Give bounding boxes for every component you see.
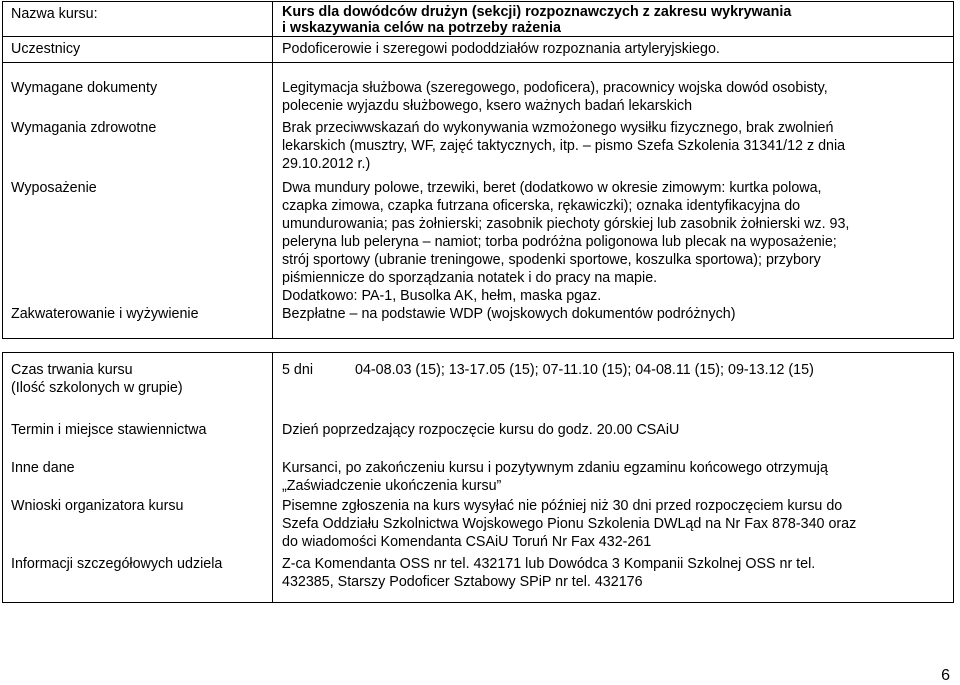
equipment-line-4: peleryna lub peleryna – namiot; torba podróżna poligonowa lub plecak na wyposażenie; xyxy=(282,234,837,250)
health-line-3: 29.10.2012 r.) xyxy=(282,156,371,172)
requirements-values-cell xyxy=(273,63,954,339)
equipment-label: Wyposażenie xyxy=(11,180,97,196)
equipment-line-6: piśmiennicze do sporządzania notatek i do pracy na mapie. xyxy=(282,270,658,286)
documents-line-1: Legitymacja służbowa (szeregowego, podoficera), pracownicy wojska dowód osobisty, xyxy=(282,80,828,96)
other-line-2: „Zaświadczenie ukończenia kursu” xyxy=(282,478,502,494)
requests-line-2: Szefa Oddziału Szkolnictwa Wojskowego Pionu Szkolenia DWLąd na Nr Fax 878-340 oraz xyxy=(282,516,857,532)
course-name-line-1: Kurs dla dowódców drużyn (sekcji) rozpoznawczych z zakresu wykrywania xyxy=(282,4,792,20)
participants-label-cell xyxy=(3,37,273,63)
duration-dates: 04-08.03 (15); 13-17.05 (15); 07-11.10 (15); 04-08.11 (15); 09-13.12 (15) xyxy=(355,362,814,378)
equipment-line-1: Dwa mundury polowe, trzewiki, beret (dodatkowo w okresie zimowym: kurtka polowa, xyxy=(282,180,822,196)
arrival-value: Dzień poprzedzający rozpoczęcie kursu do godz. 20.00 CSAiU xyxy=(282,422,680,438)
course-name-label: Nazwa kursu: xyxy=(11,6,98,22)
course-name-line-2: i wskazywania celów na potrzeby rażenia xyxy=(282,20,561,36)
details-labels-cell xyxy=(3,353,273,603)
course-info-table xyxy=(2,1,954,339)
equipment-line-5: strój sportowy (ubranie treningowe, spodenki sportowe, koszulka sportowa); przybory xyxy=(282,252,821,268)
health-line-1: Brak przeciwwskazań do wykonywania wzmożonego wysiłku fizycznego, brak zwolnień xyxy=(282,120,834,136)
course-name-label-cell xyxy=(3,2,273,37)
info-line-2: 432385, Starszy Podoficer Sztabowy SPiP nr tel. 432176 xyxy=(282,574,643,590)
course-name-value-cell xyxy=(273,2,954,37)
page-number: 6 xyxy=(941,667,950,684)
participants-label: Uczestnicy xyxy=(11,41,81,57)
info-line-1: Z-ca Komendanta OSS nr tel. 432171 lub Dowódca 3 Kompanii Szkolnej OSS nr tel. xyxy=(282,556,816,572)
requirements-labels-cell xyxy=(3,63,273,339)
arrival-label: Termin i miejsce stawiennictwa xyxy=(11,422,207,438)
requests-line-3: do wiadomości Komendanta CSAiU Toruń Nr Fax 432-261 xyxy=(282,534,652,550)
participants-value-cell xyxy=(273,37,954,63)
health-line-2: lekarskich (musztry, WF, zajęć taktycznych, itp. – pismo Szefa Szkolenia 31341/12 z dnia xyxy=(282,138,846,154)
documents-label: Wymagane dokumenty xyxy=(11,80,158,96)
requests-label: Wnioski organizatora kursu xyxy=(11,498,184,514)
duration-label-2: (Ilość szkolonych w grupie) xyxy=(11,380,183,396)
health-label: Wymagania zdrowotne xyxy=(11,120,157,136)
lodging-value: Bezpłatne – na podstawie WDP (wojskowych dokumentów podróżnych) xyxy=(282,306,736,322)
duration-label-1: Czas trwania kursu xyxy=(11,362,133,378)
duration-value: 5 dni xyxy=(282,362,314,378)
requests-line-1: Pisemne zgłoszenia na kurs wysyłać nie później niż 30 dni przed rozpoczęciem kursu do xyxy=(282,498,843,514)
equipment-line-3: umundurowania; pas żołnierski; zasobnik piechoty górskiej lub zasobnik żołnierski wz. 93, xyxy=(282,216,850,232)
info-label: Informacji szczegółowych udziela xyxy=(11,556,223,572)
equipment-line-7: Dodatkowo: PA-1, Busolka AK, hełm, maska pgaz. xyxy=(282,288,602,304)
lodging-label: Zakwaterowanie i wyżywienie xyxy=(11,306,199,322)
documents-line-2: polecenie wyjazdu służbowego, ksero ważnych badań lekarskich xyxy=(282,98,693,114)
details-values-cell xyxy=(273,353,954,603)
course-details-table xyxy=(2,352,954,603)
other-line-1: Kursanci, po zakończeniu kursu i pozytywnym zdaniu egzaminu końcowego otrzymują xyxy=(282,460,828,476)
participants-value: Podoficerowie i szeregowi pododdziałów rozpoznania artyleryjskiego. xyxy=(282,41,720,57)
other-label: Inne dane xyxy=(11,460,75,476)
equipment-line-2: czapka zimowa, czapka futrzana oficerska, rękawiczki); oznaka identyfikacyjna do xyxy=(282,198,801,214)
